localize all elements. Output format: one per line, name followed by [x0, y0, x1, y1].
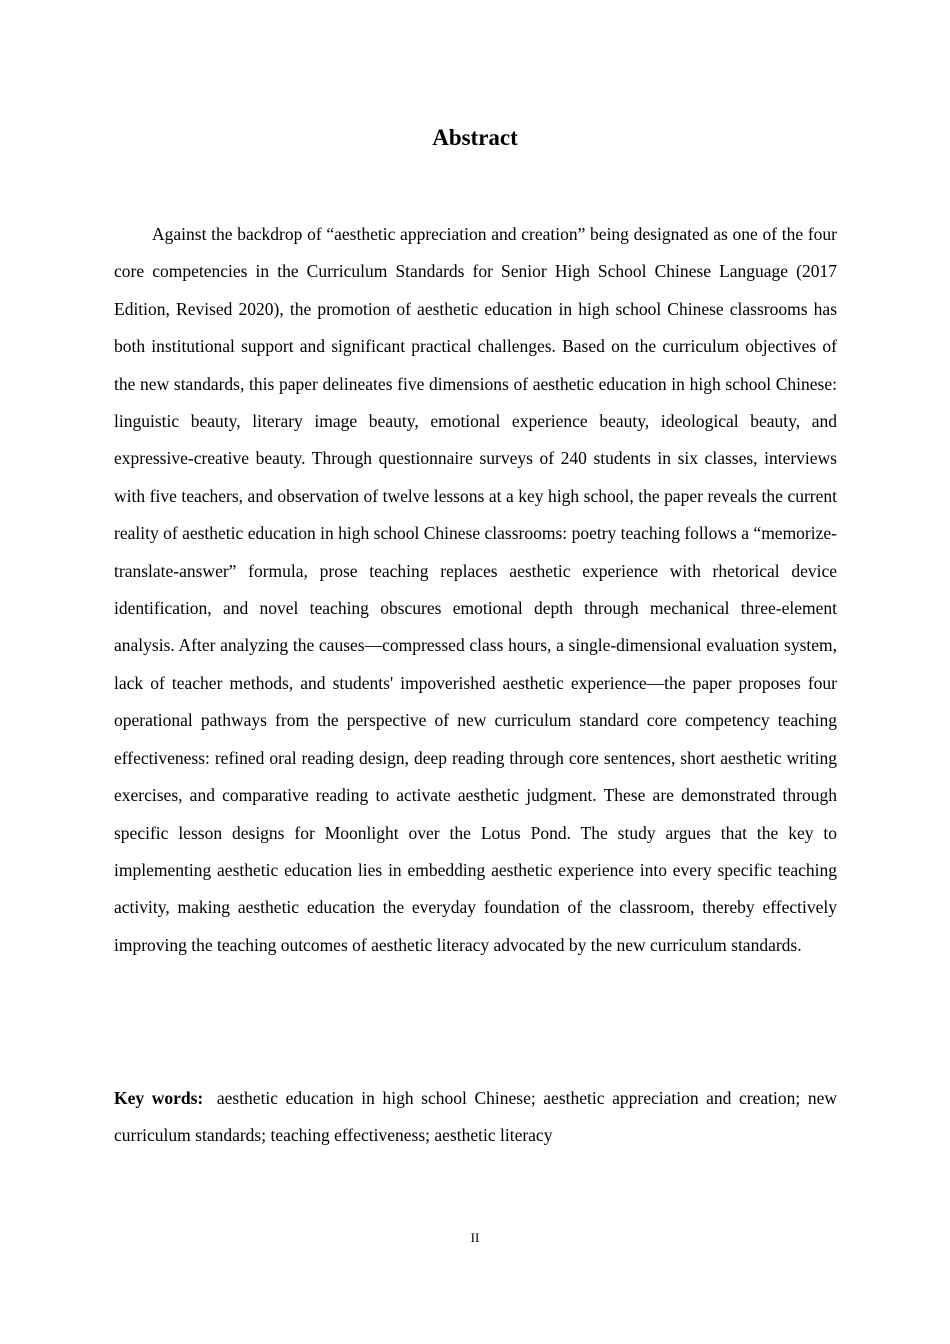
keywords-label: Key words:: [114, 1088, 204, 1108]
keywords-text: aesthetic education in high school Chinese; aesthetic appreciation and creation; new curriculum standards; teaching effectiveness; aesthetic literacy: [114, 1088, 837, 1146]
keywords-section: [114, 1080, 837, 1155]
page-number: II: [470, 1230, 480, 1245]
abstract-title: Abstract: [432, 125, 518, 150]
abstract-paragraph: Against the backdrop of “aesthetic appreciation and creation” being designated as one of the four core competencies in the Curriculum Standards for Senior High School Chinese Language (2017 Edition, Revised 2020), the promotion of aesthetic education in high school Chinese classrooms has both institutional support and significant practical challenges. Based on the curriculum objectives of the new standards, this paper delineates five dimensions of aesthetic education in high school Chinese: linguistic beauty, literary image beauty, emotional experience beauty, ideological beauty, and expressive-creative beauty. Through questionnaire surveys of 240 students in six classes, interviews with five teachers, and observation of twelve lessons at a key high school, the paper reveals the current reality of aesthetic education in high school Chinese classrooms: poetry teaching follows a “memorize-translate-answer” formula, prose teaching replaces aesthetic experience with rhetorical device identification, and novel teaching obscures emotional depth through mechanical three-element analysis. After analyzing the causes—compressed class hours, a single-dimensional evaluation system, lack of teacher methods, and students' impoverished aesthetic experience—the paper proposes four operational pathways from the perspective of new curriculum standard core competency teaching effectiveness: refined oral reading design, deep reading through core sentences, short aesthetic writing exercises, and comparative reading to activate aesthetic judgment. These are demonstrated through specific lesson designs for Moonlight over the Lotus Pond. The study argues that the key to implementing aesthetic education lies in embedding aesthetic experience into every specific teaching activity, making aesthetic education the everyday foundation of the classroom, thereby effectively improving the teaching outcomes of aesthetic literacy advocated by the new curriculum standards.: [114, 224, 837, 955]
